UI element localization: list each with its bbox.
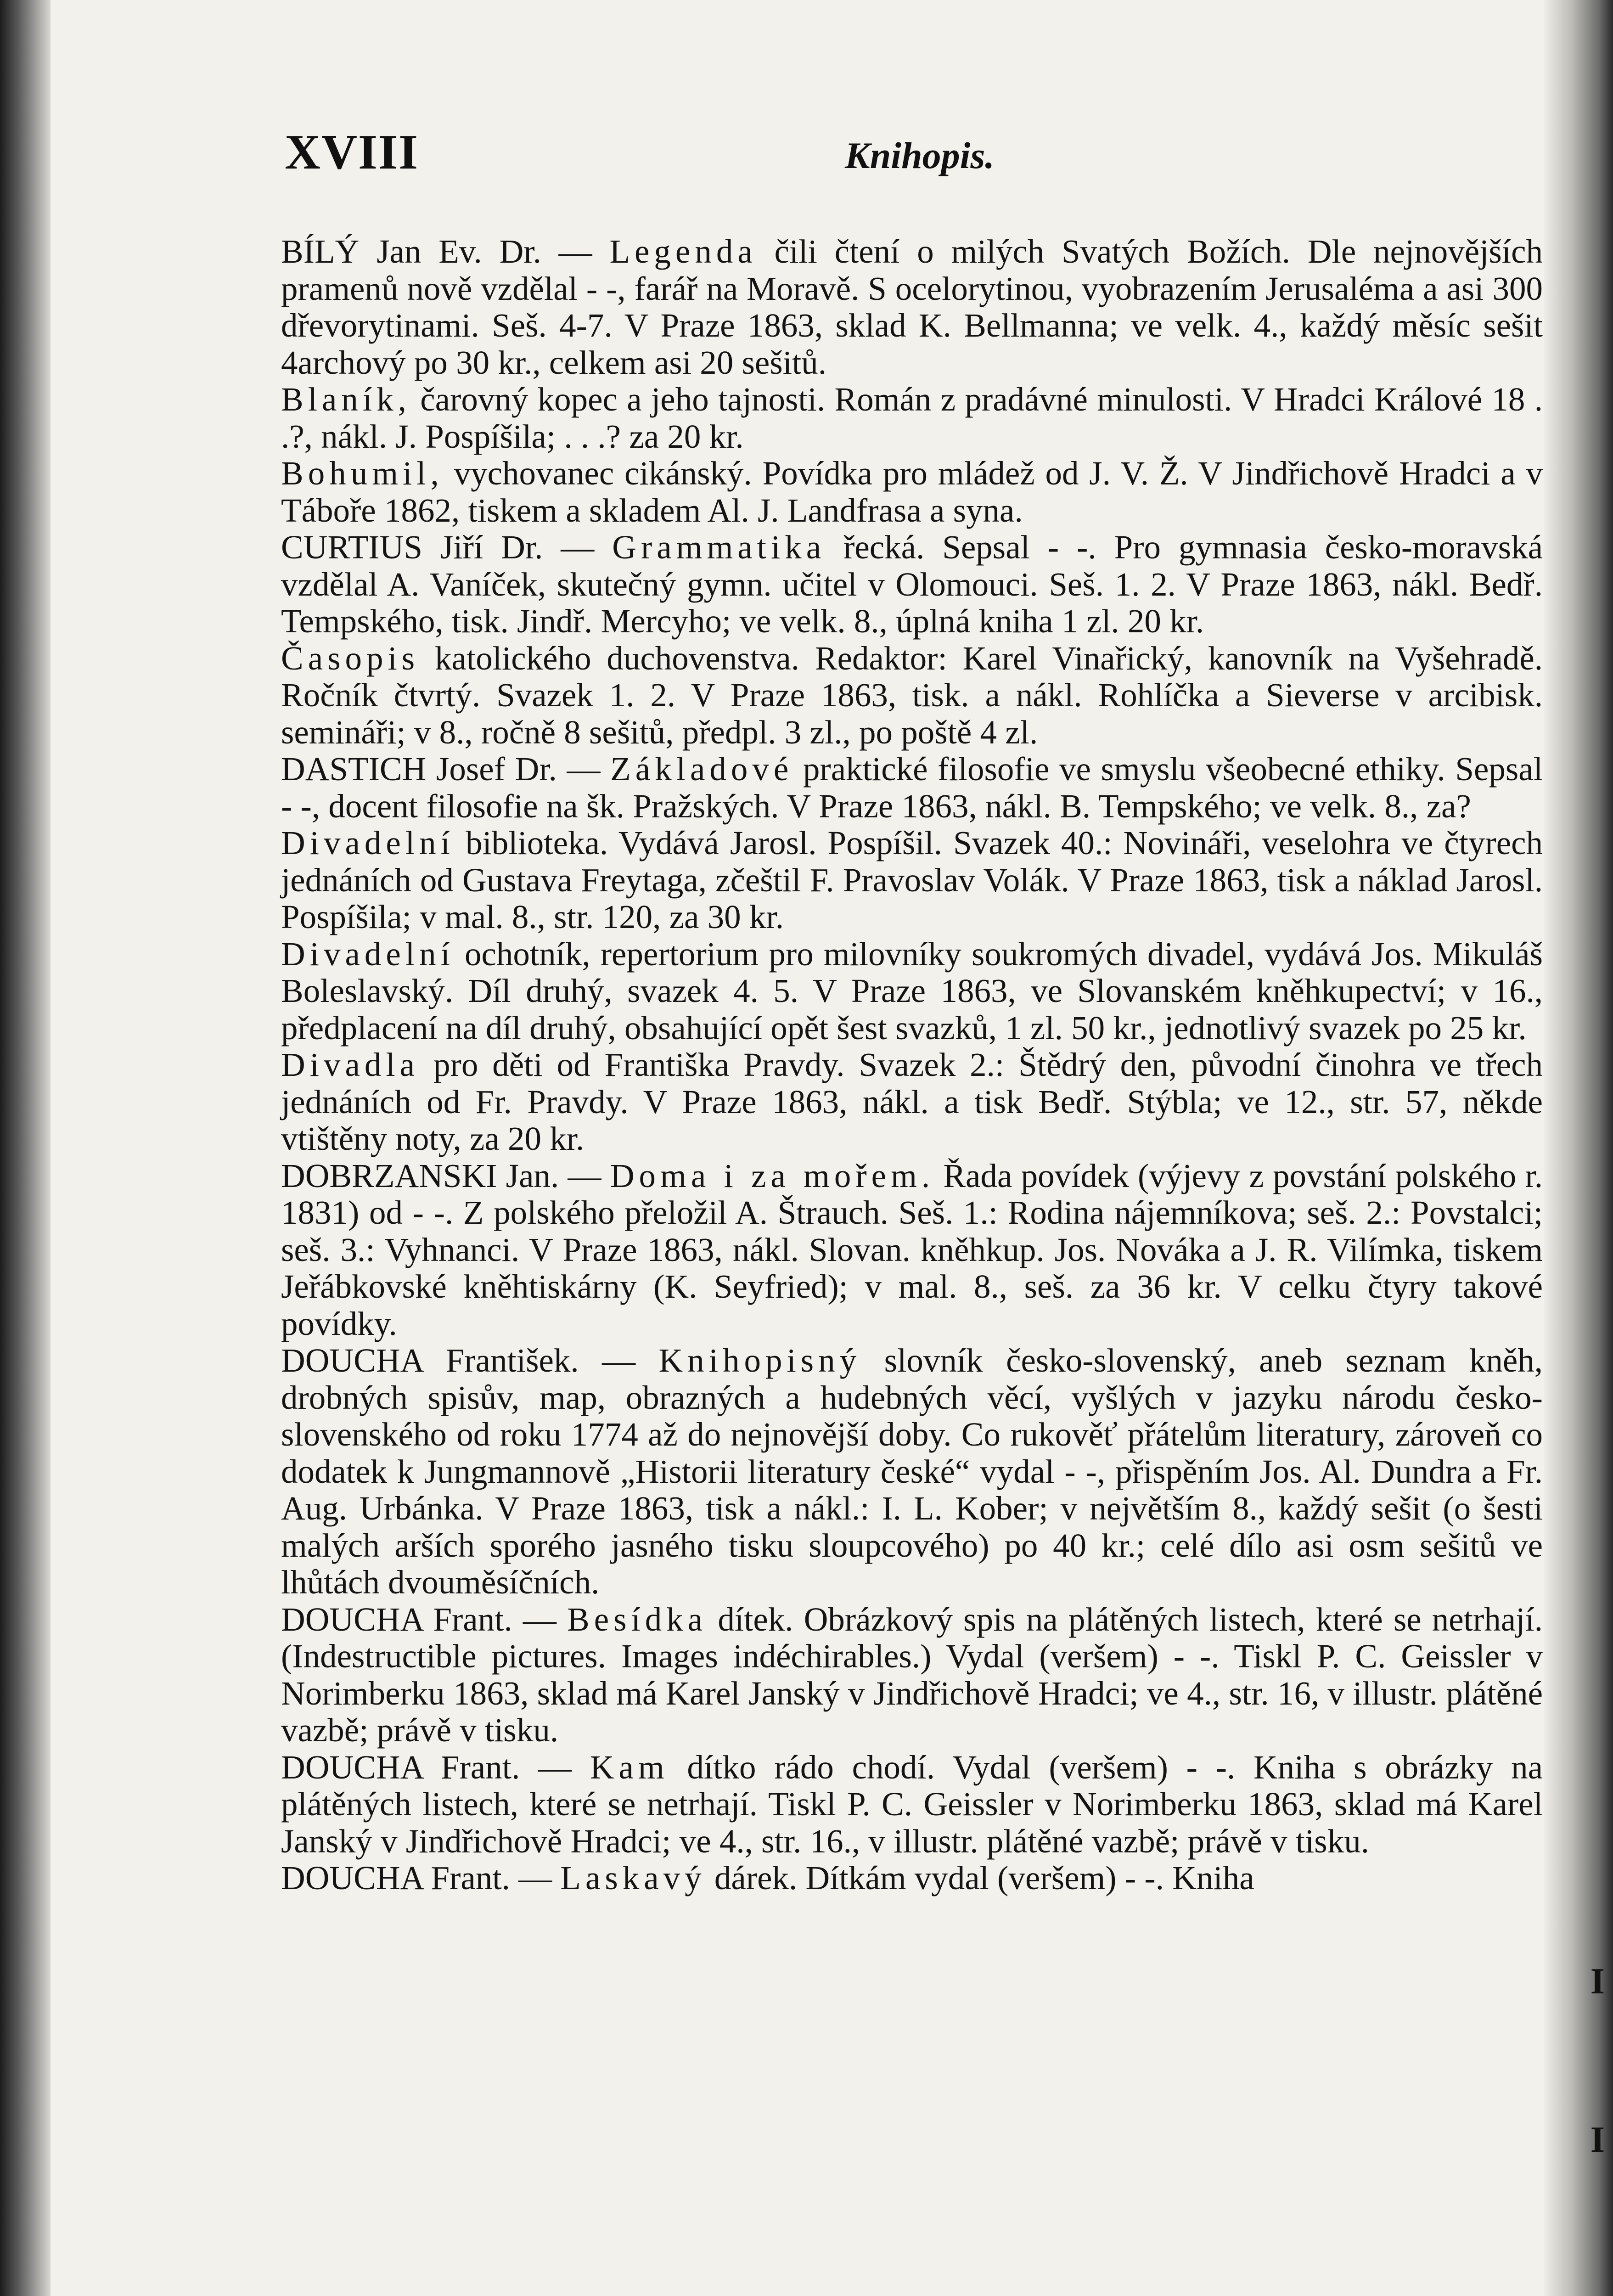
entry-details: dítek. Obrázkový spis na plátěných listech, které se netrhají. (Indestructible pictures. Images indéchirables.) Vydal (veršem) - -. Tiskl P. C. Geissler v Norimberku 1863, sklad má Karel Janský v Jindřichově Hradci; ve 4., str. 16, v illustr. plátěné vazbě; právě v tisku. [281,1600,1543,1749]
entry-title: Základové [610,750,793,788]
entry-details: praktické filosofie ve smyslu všeobecné ethiky. Sepsal - -, docent filosofie na šk. Pražských. V Praze 1863, nákl. B. Tempského; ve velk. 8., za? [281,750,1543,825]
entry-details: vychovanec cikánský. Povídka pro mládež od J. V. Ž. V Jindřichově Hradci a v Táboře 1862, tiskem a skladem Al. J. Landfrasa a syna. [281,455,1543,529]
entry-details: čili čtení o milých Svatých Božích. Dle nejnovějších pramenů nově vzdělal - -, farář na Moravě. S ocelorytinou, vyobrazením Jerusaléma a asi 300 dřevorytinami. Seš. 4-7. V Praze 1863, sklad K. Bellmanna; ve velk. 4., každý měsíc sešit 4archový po 30 kr., celkem asi 20 sešitů. [281,233,1543,381]
left-binding-shadow [0,0,51,2296]
bibliography-entry [281,1601,1543,1749]
entry-details: Řada povídek (výjevy z povstání polského r. 1831) od - -. Z polského přeložil A. Štrauch. Seš. 1.: Rodina nájemníkova; seš. 2.: Povstalci; seš. 3.: Vyhnanci. V Praze 1863, nákl. Slovan. kněhkup. Jos. Nováka a J. R. Vilímka, tiskem Jeřábkovské kněhtiskárny (K. Seyfried); v mal. 8., seš. za 36 kr. V celku čtyry takové povídky. [281,1157,1543,1342]
entry-details: katolického duchovenstva. Redaktor: Karel Vinařický, kanovník na Vyšehradě. Ročník čtvrtý. Svazek 1. 2. V Praze 1863, tisk. a nákl. Rohlíčka a Sieverse v arcibisk. semináři; v 8., ročně 8 sešitů, předpl. 3 zl., po poště 4 zl. [281,639,1543,751]
bibliography-entry [281,1342,1543,1601]
entry-author: DOBRZANSKI Jan. — [281,1157,610,1194]
bibliography-entry [281,455,1543,529]
entry-details: řecká. Sepsal - -. Pro gymnasia česko-moravská vzdělal A. Vaníček, skutečný gymn. učitel v Olomouci. Seš. 1. 2. V Praze 1863, nákl. Bedř. Tempského, tisk. Jindř. Mercyho; ve velk. 8., úplná kniha 1 zl. 20 kr. [281,529,1543,640]
bibliography-entry [281,1860,1543,1897]
entry-title: Laskavý [560,1859,706,1896]
page-header [285,124,1538,188]
entry-author: DASTICH Josef Dr. — [281,750,611,788]
adjacent-page-glyph: I [1590,1961,1605,2002]
bibliography-entries [281,233,1543,1897]
bibliography-entry [281,751,1543,825]
bibliography-entry [281,936,1543,1047]
entry-details: dárek. Dítkám vydal (veršem) - -. Kniha [706,1859,1254,1896]
entry-title: Kam [590,1748,669,1786]
bibliography-entry [281,1158,1543,1343]
entry-details: čarovný kopec a jeho tajnosti. Román z pradávné minulosti. V Hradci Králové 18 . .?, nákl. J. Pospíšila; . . .? za 20 kr. [281,381,1543,455]
bibliography-entry [281,529,1543,640]
entry-details: pro děti od Františka Pravdy. Svazek 2.: Štědrý den, původní činohra ve třech jednáních od Fr. Pravdy. V Praze 1863, nákl. a tisk Bedř. Stýbla; ve 12., str. 57, někde vtištěny noty, za 20 kr. [281,1046,1543,1157]
entry-author: DOUCHA František. — [281,1342,659,1379]
running-title: Knihopis. [845,135,995,176]
entry-title: Divadelní [281,824,455,861]
entry-author: CURTIUS Jiří Dr. — [281,529,613,566]
page-number: XVIII [285,125,419,180]
entry-details: dítko rádo chodí. Vydal (veršem) - -. Kniha s obrázky na plátěných listech, které se netrhají. Tiskl P. C. Geissler v Norimberku 1863, sklad má Karel Janský v Jindřichově Hradci; ve 4., str. 16., v illustr. plátěné vazbě; právě v tisku. [281,1748,1543,1860]
entry-details: biblioteka. Vydává Jarosl. Pospíšil. Svazek 40.: Novináři, veselohra ve čtyrech jednáních od Gustava Freytaga, zčeštil F. Pravoslav Volák. V Praze 1863, tisk a náklad Jarosl. Pospíšila; v mal. 8., str. 120, za 30 kr. [281,824,1543,935]
bibliography-entry [281,233,1543,381]
entry-title: Besídka [567,1600,708,1638]
entry-author: DOUCHA Frant. — [281,1748,590,1786]
entry-details: slovník česko-slovenský, aneb seznam kněh, drobných spisův, map, obrazných a hudebných věcí, vyšlých v jazyku národu česko-slovenského od roku 1774 až do nejnovější doby. Co rukověť přátelům literatury, zároveň co dodatek k Jungmannově „Historii literatury české“ vydal - -, přispěním Jos. Al. Dundra a Fr. Aug. Urbánka. V Praze 1863, tisk a nákl.: I. L. Kober; v největším 8., každý sešit (o šesti malých arších sporého jasného tisku sloupcového) po 40 kr.; celé dílo asi osm sešitů ve lhůtách dvouměsíčních. [281,1342,1543,1601]
bibliography-entry [281,640,1543,751]
adjacent-page-glyph: I [1590,2120,1605,2160]
entry-author: BÍLÝ Jan Ev. Dr. — [281,233,610,270]
entry-title: Bohumil, [281,455,444,492]
bibliography-entry [281,381,1543,455]
entry-title: Blaník, [281,381,411,418]
bibliography-entry [281,1749,1543,1860]
right-page-edge [1544,0,1613,2296]
entry-title: Grammatika [612,529,826,566]
entry-details: ochotník, repertorium pro milovníky soukromých divadel, vydává Jos. Mikuláš Boleslavský. Díl druhý, svazek 4. 5. V Praze 1863, ve Slovanském kněhkupectví; v 16., předplacení na díl druhý, obsahující opět šest svazků, 1 zl. 50 kr., jednotlivý svazek po 25 kr. [281,935,1543,1047]
bibliography-entry [281,1047,1543,1158]
entry-author: DOUCHA Frant. — [281,1859,561,1896]
entry-title: Doma i za mořem. [610,1157,935,1194]
entry-title: Divadelní [281,935,455,973]
entry-title: Divadla [281,1046,420,1083]
entry-title: Knihopisný [658,1342,861,1379]
entry-author: DOUCHA Frant. — [281,1600,568,1638]
entry-title: Časopis [281,639,420,677]
entry-title: Legenda [609,233,757,270]
bibliography-entry [281,825,1543,936]
